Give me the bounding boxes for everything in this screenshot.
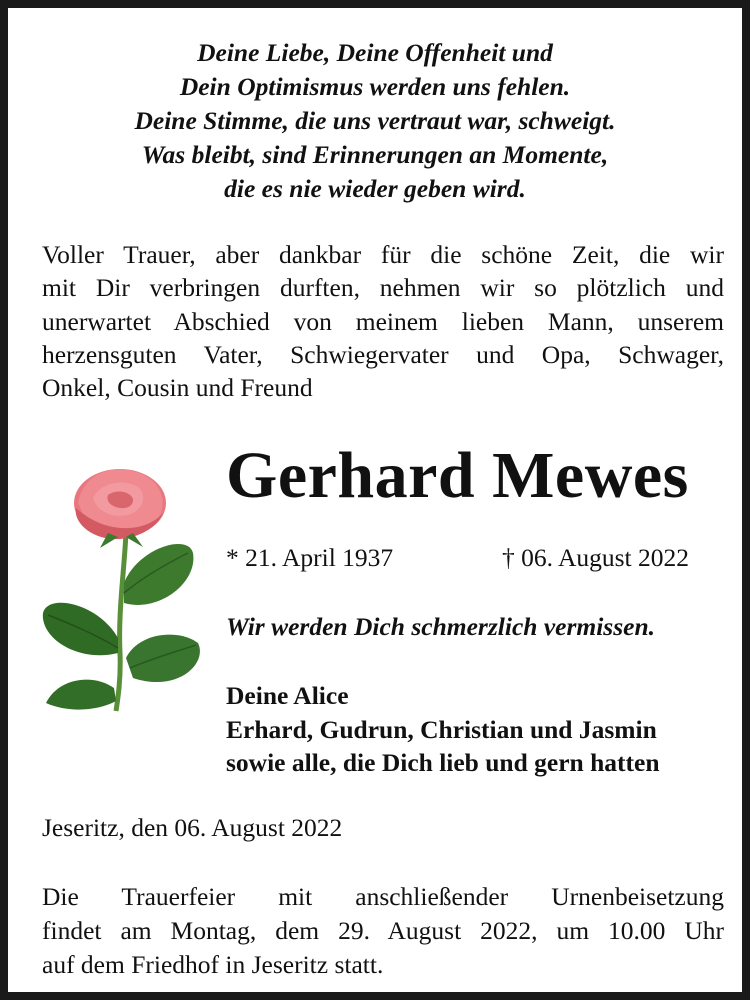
ceremony-line: auf dem Friedhof in Jeseritz statt. [42,950,384,979]
rose-icon [38,463,213,713]
intro-line: unerwartet Abschied von meinem lieben Mann, unserem [42,306,724,336]
poem-line: Deine Liebe, Deine Offenheit und [197,38,553,67]
miss-line: Wir werden Dich schmerzlich vermissen. [226,612,656,641]
birth-date: * 21. April 1937 [226,543,394,572]
poem-line: die es nie wieder geben wird. [224,174,526,203]
deceased-name: Gerhard Mewes [226,439,689,512]
poem-line: Was bleibt, sind Erinnerungen an Momente, [141,140,609,169]
poem-line: Dein Optimismus werden uns fehlen. [179,72,571,101]
intro-line: herzensguten Vater, Schwiegervater und Opa, Schwager, [42,339,724,369]
death-date: † 06. August 2022 [502,543,690,572]
place-date: Jeseritz, den 06. August 2022 [42,813,343,842]
poem-line: Deine Stimme, die uns vertraut war, schweigt. [134,106,616,135]
signer-line: Deine Alice [226,681,349,710]
signer-line: Erhard, Gudrun, Christian und Jasmin [226,714,657,744]
signers [226,679,660,780]
signer-line: sowie alle, die Dich lieb und gern hatten [226,748,660,777]
poem [28,36,722,206]
ceremony-notice [42,880,724,982]
intro-paragraph [42,238,724,404]
intro-line: mit Dir verbringen durften, nehmen wir so plötzlich und [42,273,724,303]
intro-line: Voller Trauer, aber dankbar für die schöne Zeit, die wir [42,240,724,269]
ceremony-line: findet am Montag, dem 29. August 2022, um 10.00 Uhr [42,916,724,945]
intro-line: Onkel, Cousin und Freund [42,373,313,403]
ceremony-line: Die Trauerfeier mit anschließender Urnenbeisetzung [42,882,724,911]
